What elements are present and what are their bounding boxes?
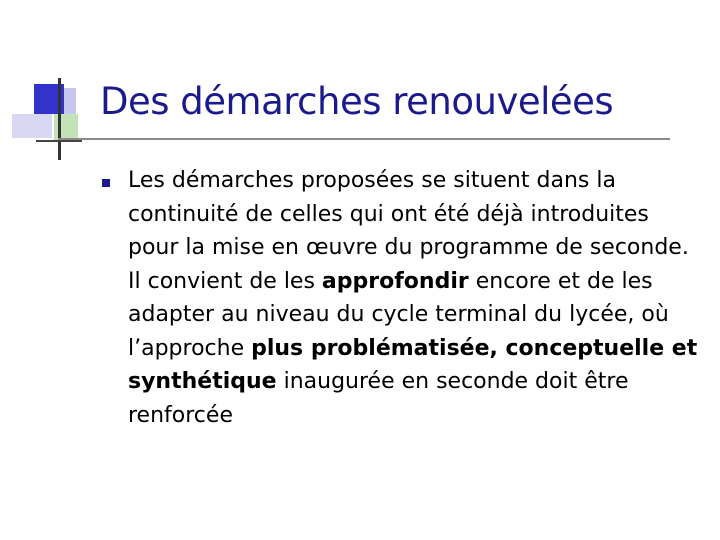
bullet-text-bold-1: approfondir	[321, 268, 469, 294]
decoration-horizontal-line	[36, 140, 82, 142]
bullet-text	[128, 164, 703, 432]
bullet-text-part-1: Les démarches proposées se situent dans la continuité de celles qui ont été déjà introduites pour la mise en œuvre du programme de seconde. Il convient de les	[128, 168, 689, 294]
decoration-vertical-line	[58, 78, 61, 160]
title-underline	[58, 138, 670, 140]
bullet-text-bold-2: plus problématisée, conceptuelle et synthétique	[128, 335, 698, 394]
bullet-text-part-3: inaugurée en seconde doit être renforcée	[128, 369, 629, 428]
decoration-square-lavender	[12, 114, 52, 138]
bullet-square-icon	[102, 179, 110, 187]
bullet-text-part-2: encore et de les adapter au niveau du cycle terminal du lycée, où l’approche	[128, 268, 669, 361]
slide-title: Des démarches renouvelées	[100, 80, 614, 123]
